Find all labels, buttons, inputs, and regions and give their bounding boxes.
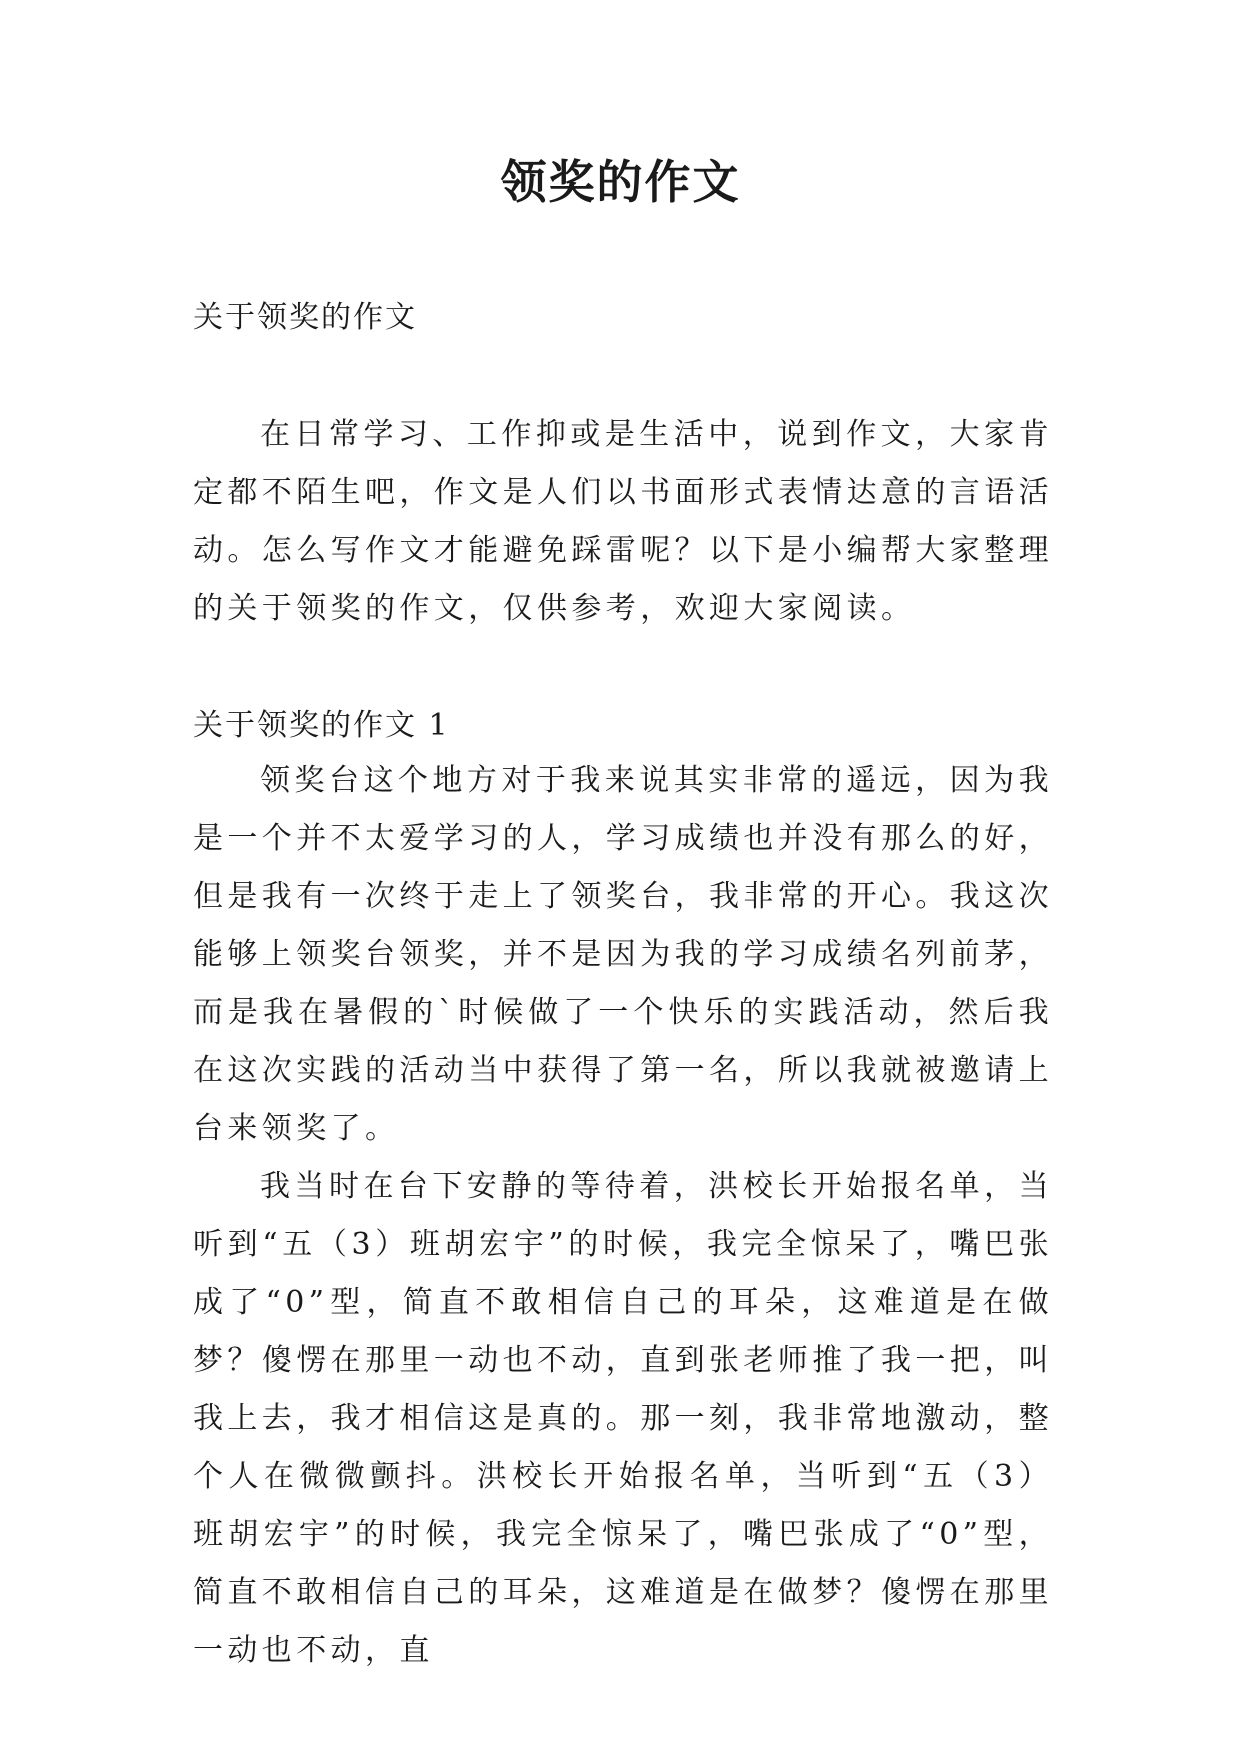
body-paragraph-2: 我当时在台下安静的等待着，洪校长开始报名单，当听到“五（3）班胡宏宇”的时候，我完全惊呆了，嘴巴张成了“0”型，简直不敢相信自己的耳朵，这难道是在做梦？傻愣在那里一动也不动，直到张老师推了我一把，叫我上去，我才相信这是真的。那一刻，我非常地激动，整个人在微微颤抖。洪校长开始报名单，当听到“五（3）班胡宏宇”的时候，我完全惊呆了，嘴巴张成了“0”型，简直不敢相信自己的耳朵，这难道是在做梦？傻愣在那里一动也不动，直	[193, 1169, 1053, 1668]
document-subtitle: 关于领奖的作文	[193, 300, 417, 335]
document-title: 领奖的作文	[500, 155, 741, 209]
section-title: 关于领奖的作文 1	[193, 708, 450, 743]
section-body	[193, 752, 1053, 1680]
intro-paragraph: 在日常学习、工作抑或是生活中，说到作文，大家肯定都不陌生吧，作文是人们以书面形式表情达意的言语活动。怎么写作文才能避免踩雷呢？以下是小编帮大家整理的关于领奖的作文，仅供参考，欢迎大家阅读。	[193, 417, 1053, 626]
body-paragraph-1: 领奖台这个地方对于我来说其实非常的遥远，因为我是一个并不太爱学习的人，学习成绩也并没有那么的好，但是我有一次终于走上了领奖台，我非常的开心。我这次能够上领奖台领奖，并不是因为我的学习成绩名列前茅，而是我在暑假的`时候做了一个快乐的实践活动，然后我在这次实践的活动当中获得了第一名，所以我就被邀请上台来领奖了。	[193, 763, 1053, 1146]
